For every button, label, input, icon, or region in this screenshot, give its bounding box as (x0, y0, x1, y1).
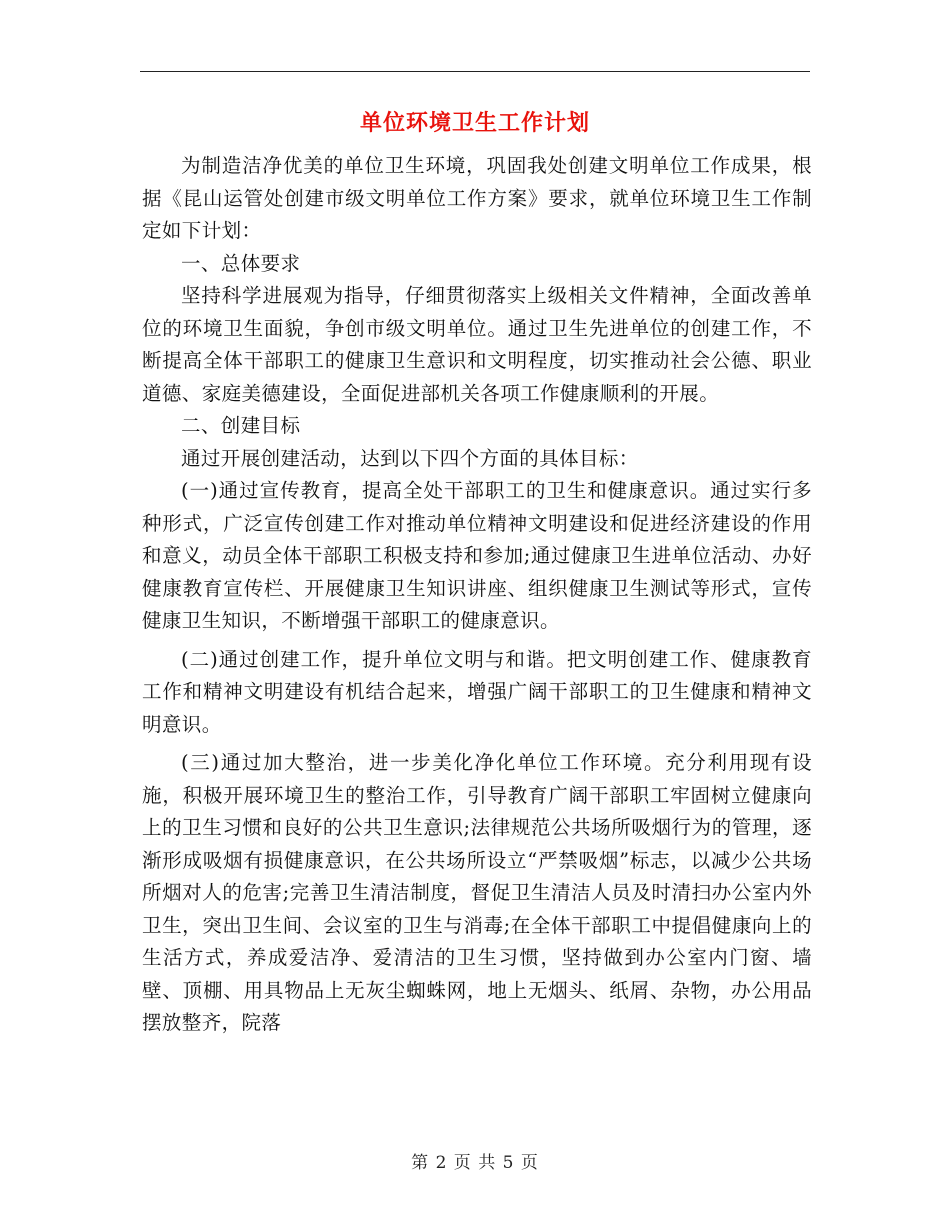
goal-two-paragraph: (二)通过创建工作，提升单位文明与和谐。把文明创建工作、健康教育工作和精神文明建设有机结合起来，增强广阔干部职工的卫生健康和精神文明意识。 (142, 647, 812, 736)
intro-paragraph: 为制造洁净优美的单位卫生环境，巩固我处创建文明单位工作成果，根据《昆山运管处创建市级文明单位工作方案》要求，就单位环境卫生工作制定如下计划： (142, 154, 812, 242)
goals-intro-paragraph: 通过开展创建活动，达到以下四个方面的具体目标： (181, 446, 639, 470)
goal-three-paragraph: (三)通过加大整治，进一步美化净化单位工作环境。充分利用现有设施，积极开展环境卫生的整治工作，引导教育广阔干部职工牢固树立健康向上的卫生习惯和良好的公共卫生意识;法律规范公共场所吸烟行为的管理，逐渐形成吸烟有损健康意识，在公共场所设立“严禁吸烟”标志，以减少公共场所烟对人的危害;完善卫生清洁制度，督促卫生清洁人员及时清扫办公室内外卫生，突出卫生间、会议室的卫生与消毒;在全体干部职工中提倡健康向上的生活方式，养成爱洁净、爱清洁的卫生习惯，坚持做到办公室内门窗、墙壁、顶棚、用具物品上无灰尘蜘蛛网，地上无烟头、纸屑、杂物，办公用品摆放整齐，院落 (142, 751, 812, 1034)
document-body (142, 150, 812, 1040)
page-title: 单位环境卫生工作计划 (359, 111, 590, 136)
general-requirements-paragraph: 坚持科学进展观为指导，仔细贯彻落实上级相关文件精神，全面改善单位的环境卫生面貌，争创市级文明单位。通过卫生先进单位的创建工作，不断提高全体干部职工的健康卫生意识和文明程度，切实推动社会公德、职业道德、家庭美德建设，全面促进部机关各项工作健康顺利的开展。 (142, 284, 812, 405)
page-number: 第 2 页 共 5 页 (411, 1153, 539, 1173)
header-rule (140, 71, 810, 72)
section-heading-goals: 二、创建目标 (181, 414, 301, 437)
section-heading-general-requirements: 一、总体要求 (181, 251, 301, 275)
goal-one-paragraph: (一)通过宣传教育，提高全处干部职工的卫生和健康意识。通过实行多种形式，广泛宣传创建工作对推动单位精神文明建设和促进经济建设的作用和意义，动员全体干部职工积极支持和参加;通过健康卫生进单位活动、办好健康教育宣传栏、开展健康卫生知识讲座、组织健康卫生测试等形式，宣传健康卫生知识，不断增强干部职工的健康意识。 (142, 479, 812, 632)
